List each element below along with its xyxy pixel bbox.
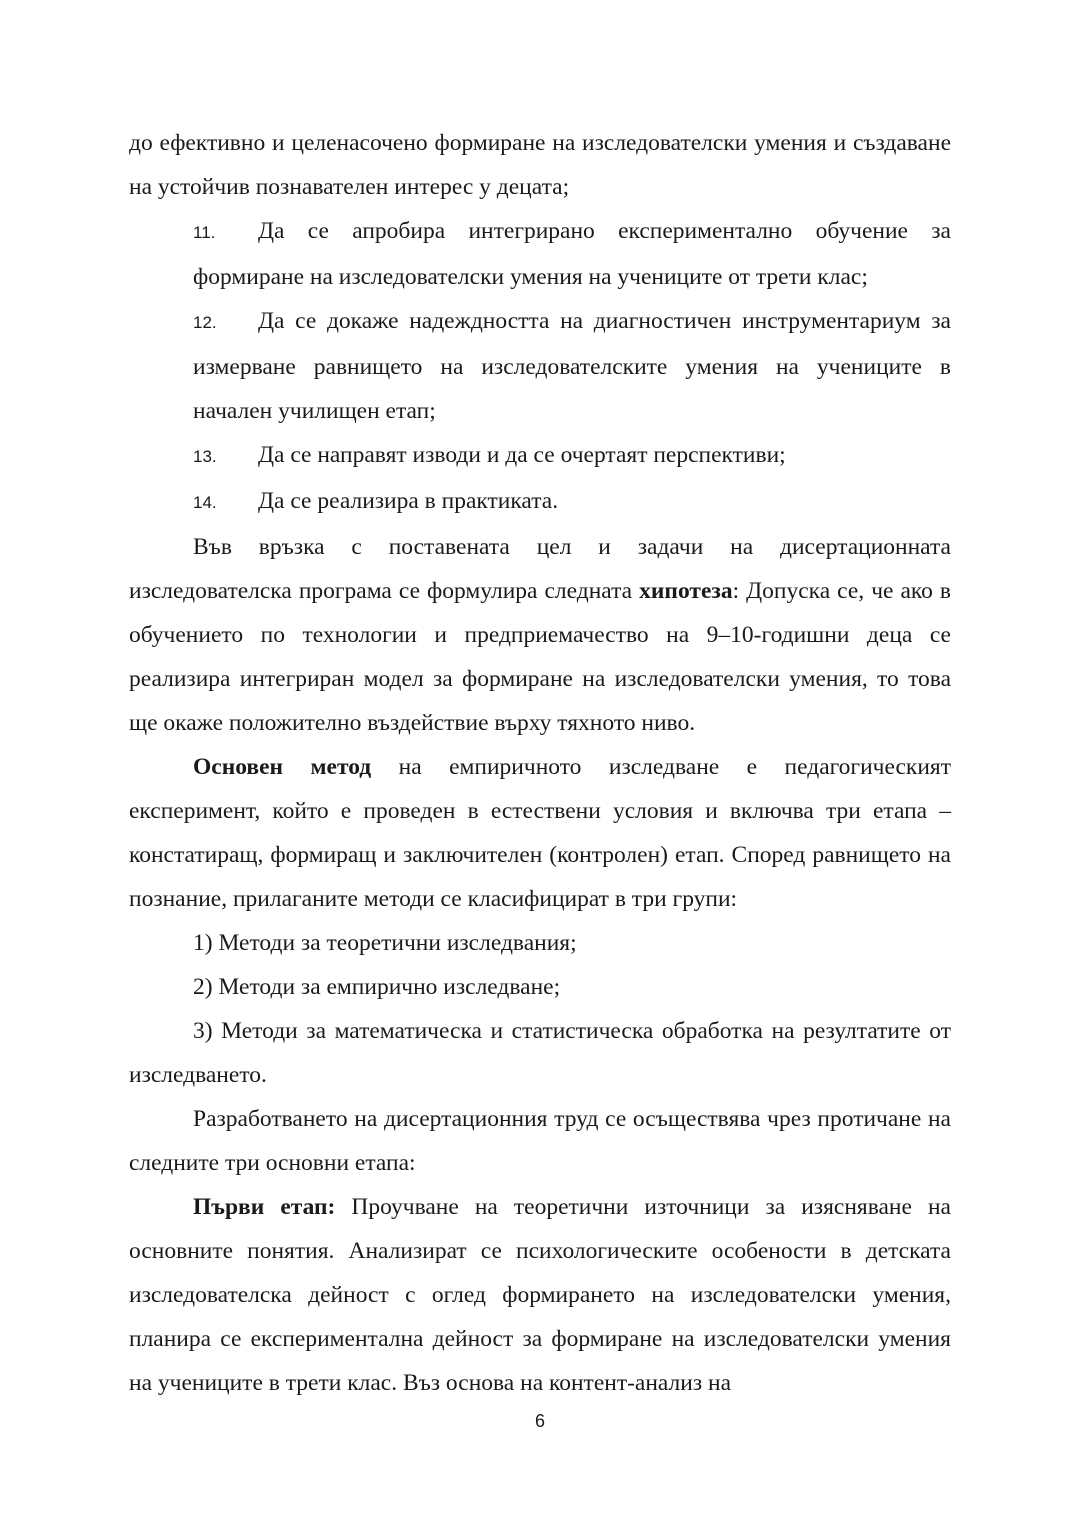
method-text: на емпиричното изследване е педагогическият експеримент, който е проведен в естествени условия и включва три етапа – констатиращ, формиращ и заключителен (контролен) етап. Според равнището на познание, прилаганите методи се класифицират в три групи: — [129, 754, 951, 912]
group-item-2: 2) Методи за емпирично изследване; — [193, 974, 561, 1000]
item-number: 11. — [193, 223, 216, 242]
stage-1-keyword: Първи етап: — [193, 1194, 336, 1220]
stage-1-text: Проучване на теоретични източници за изясняване на основните понятия. Анализират се психологическите особености в детската изследователска дейност с оглед формирането на изследователски умения, планира се експериментална дейност за формиране на изследователски умения на учениците в трети клас. Въз основа на контент-анализ на — [129, 1194, 951, 1396]
hypothesis-keyword: хипотеза — [639, 578, 733, 604]
item-text: Да се реализира в практиката. — [258, 488, 559, 514]
page-number: 6 — [534, 1411, 545, 1431]
list-item-11 — [129, 209, 951, 299]
hypothesis-lead: Във връзка с поставената цел и задачи на дисертационната изследователска програма се формулира следната — [129, 534, 951, 604]
paragraph-stages-intro: Разработването на дисертационния труд се осъществява чрез протичане на следните три основни етапа: — [129, 1106, 951, 1176]
body-text — [129, 121, 951, 1405]
group-item-1: 1) Методи за теоретични изследвания; — [193, 930, 577, 956]
paragraph-hypothesis — [129, 525, 951, 745]
item-number: 12. — [193, 313, 217, 332]
item-text: Да се направят изводи и да се очертаят перспективи; — [258, 442, 786, 468]
list-item-14 — [129, 479, 951, 525]
item-text: Да се апробира интегрирано експериментално обучение за формиране на изследователски умения на учениците от трети клас; — [193, 218, 951, 290]
paragraph-stage-1 — [129, 1185, 951, 1405]
paragraph-intro: до ефективно и целенасочено формиране на изследователски умения и създаване на устойчив познавателен интерес у децата; — [129, 130, 951, 200]
list-item-13 — [129, 433, 951, 479]
item-text: Да се докаже надеждността на диагностичен инструментариум за измерване равнището на изследователските умения на учениците в начален училищен етап; — [193, 308, 951, 424]
item-number: 14. — [193, 493, 217, 512]
list-item-12 — [129, 299, 951, 433]
item-number: 13. — [193, 447, 217, 466]
method-keyword: Основен метод — [193, 754, 372, 780]
hypothesis-text: : Допуска се, че ако в обучението по технологии и предприемачество на 9–10-годишни деца се реализира интегриран модел за формиране на изследователски умения, то това ще окаже положително въздействие върху тяхното ниво. — [129, 578, 951, 736]
group-item-3: 3) Методи за математическа и статистическа обработка на резултатите от изследването. — [129, 1018, 951, 1088]
paragraph-method — [129, 745, 951, 921]
